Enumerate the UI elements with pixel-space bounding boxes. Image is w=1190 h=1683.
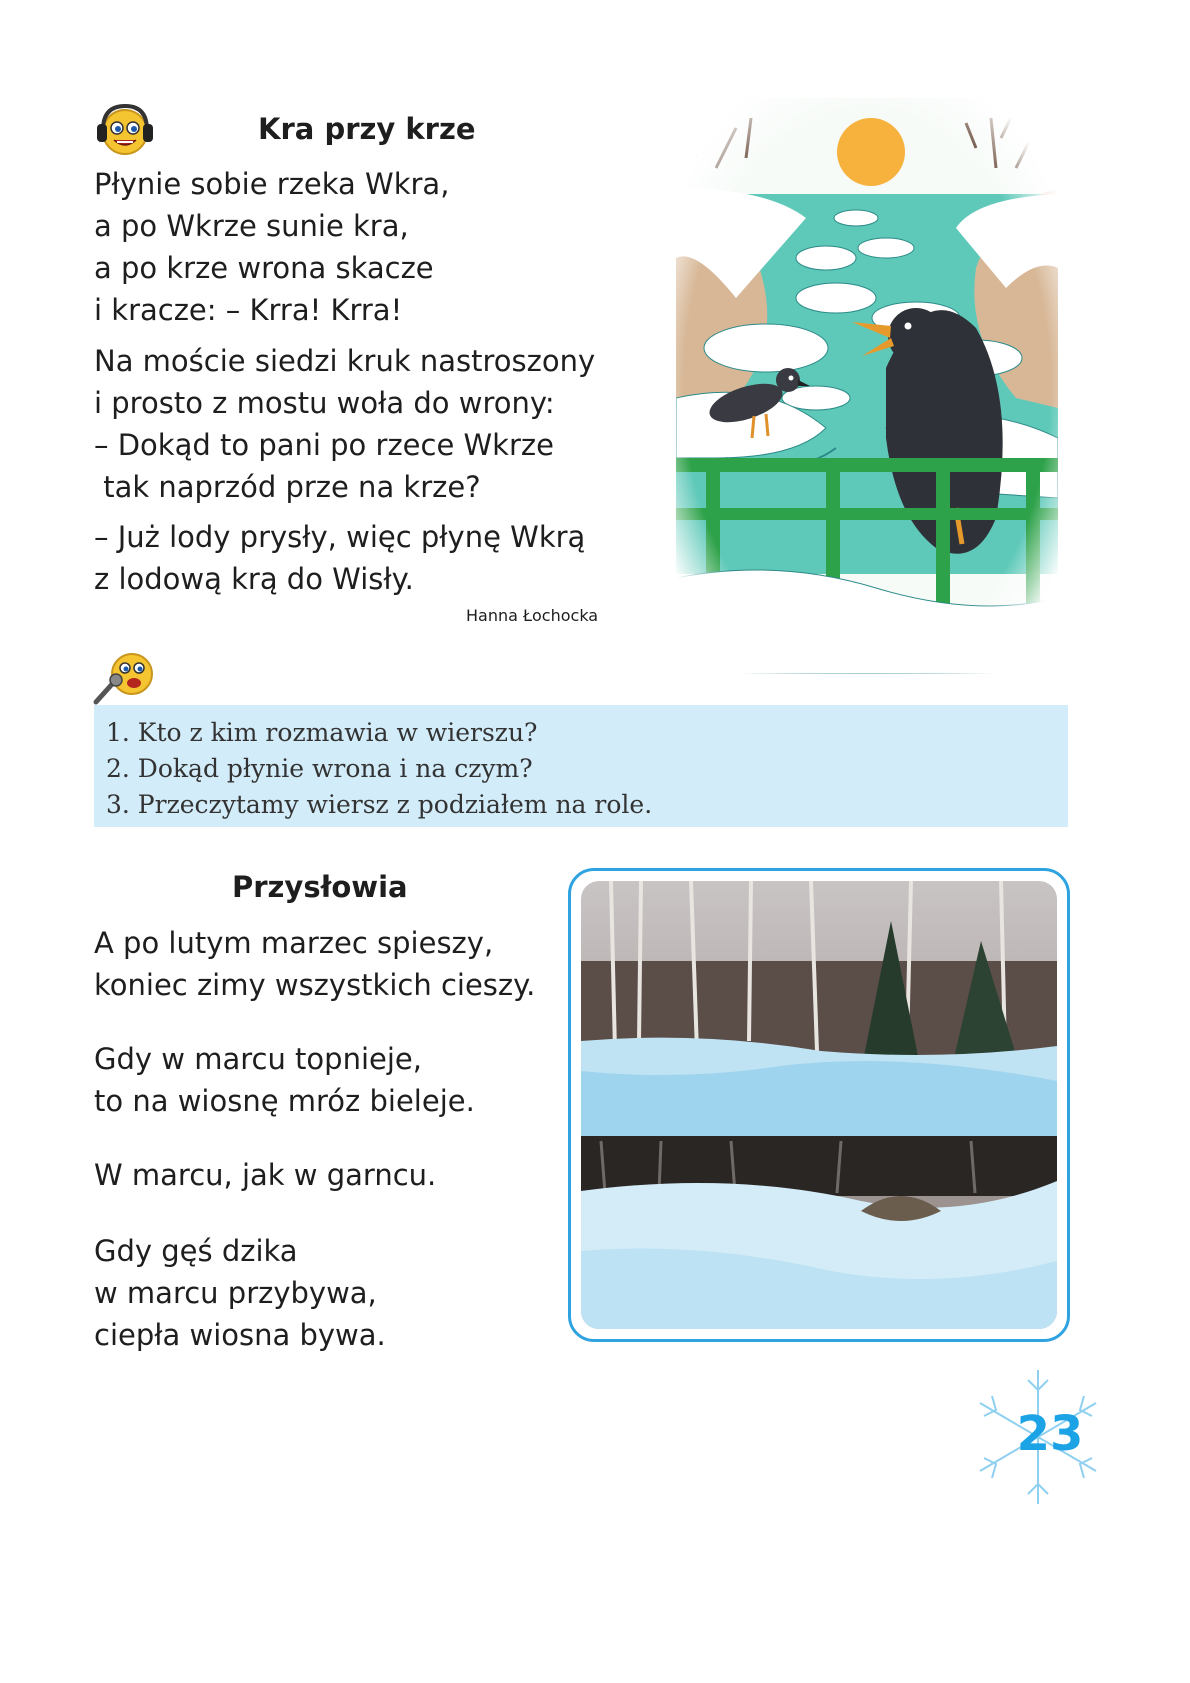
- poem-line: Na moście siedzi kruk nastroszony: [94, 344, 596, 378]
- poem-line: Płynie sobie rzeka Wkra,: [94, 167, 450, 201]
- proverb-line: A po lutym marzec spieszy,: [94, 926, 494, 960]
- poem-line: z lodową krą do Wisły.: [94, 562, 414, 596]
- poem-title: Kra przy krze: [258, 112, 476, 146]
- poem-author: Hanna Łochocka: [466, 606, 599, 625]
- proverb-line: Gdy w marcu topnieje,: [94, 1042, 422, 1076]
- poem-line: a po krze wrona skacze: [94, 251, 434, 285]
- winter-photo-frame: [568, 868, 1070, 1342]
- poem-line: i prosto z mostu woła do wrony:: [94, 386, 555, 420]
- proverbs-title: Przysłowia: [232, 870, 408, 904]
- proverb-line: w marcu przybywa,: [94, 1276, 377, 1310]
- poem-line: tak naprzód prze na krze?: [94, 470, 481, 504]
- questions-box: [94, 705, 1068, 827]
- microphone-smiley-icon: [92, 650, 158, 706]
- poem-line: – Już lody prysły, więc płynę Wkrą: [94, 520, 586, 554]
- proverb-line: koniec zimy wszystkich cieszy.: [94, 968, 536, 1002]
- poem-line: – Dokąd to pani po rzece Wkrze: [94, 428, 554, 462]
- proverb-1: [94, 922, 535, 1006]
- poem-line: a po Wkrze sunie kra,: [94, 209, 409, 243]
- proverb-line: to na wiosnę mróz bieleje.: [94, 1084, 475, 1118]
- page-number: 23: [1016, 1406, 1084, 1462]
- poem-line: i kracze: – Krra! Krra!: [94, 293, 403, 327]
- proverb-line: Gdy gęś dzika: [94, 1234, 298, 1268]
- proverb-2: [94, 1038, 475, 1122]
- question-item: 1. Kto z kim rozmawia w wierszu?: [106, 718, 538, 747]
- question-item: 3. Przeczytamy wiersz z podziałem na role.: [106, 790, 653, 819]
- poem-stanza-2: [94, 340, 595, 508]
- poem-stanza-1: [94, 163, 449, 331]
- proverb-line: W marcu, jak w garncu.: [94, 1158, 437, 1192]
- headphones-smiley-icon: [94, 100, 156, 160]
- melting-snow-forest-photo: [581, 881, 1057, 1329]
- proverb-3: [94, 1154, 436, 1196]
- poem-stanza-3: [94, 516, 585, 600]
- crows-on-bridge-illustration: [676, 98, 1058, 674]
- question-item: 2. Dokąd płynie wrona i na czym?: [106, 754, 533, 783]
- proverb-4: [94, 1230, 386, 1356]
- proverb-line: ciepła wiosna bywa.: [94, 1318, 386, 1352]
